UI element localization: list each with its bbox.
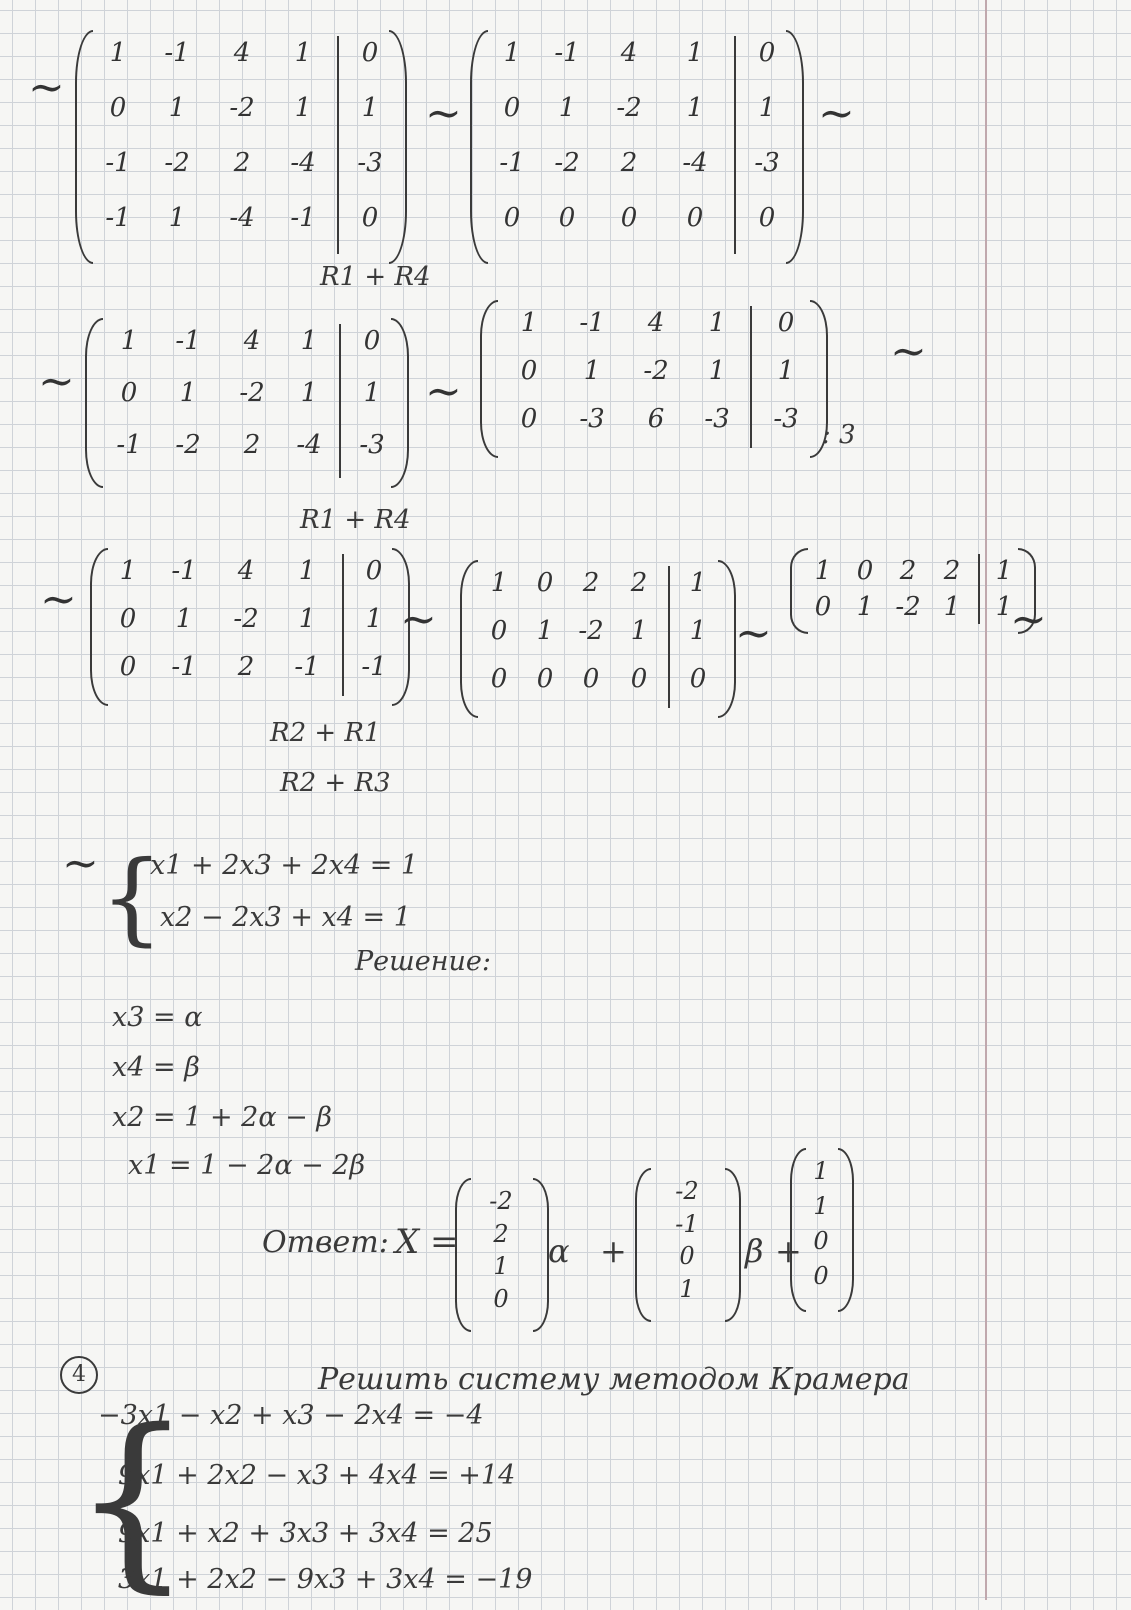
beta-symbol: β [745, 1232, 764, 1270]
matrix-cell: 0 [758, 203, 776, 233]
equivalence-sign: ~ [62, 838, 99, 889]
vector-entry: 0 [813, 1262, 829, 1290]
task-equation-4: 3x1 + 2x2 − 9x3 + 3x4 = −19 [118, 1564, 533, 1595]
matrix-cell: 1 [365, 604, 383, 634]
matrix-cell: -4 [682, 148, 708, 178]
matrix-cell: 0 [490, 616, 508, 646]
matrix-cell: 2 [899, 556, 917, 586]
equivalence-sign: ~ [425, 88, 462, 139]
equivalence-sign: ~ [425, 366, 462, 417]
solution-line-2: x4 = β [112, 1052, 200, 1083]
margin-line [985, 0, 987, 1600]
matrix-cell: -1 [294, 652, 320, 682]
answer-vector [635, 1168, 739, 1318]
system-equation-1: x1 + 2x3 + 2x4 = 1 [150, 850, 419, 881]
augmented-matrix [790, 548, 1034, 630]
matrix-cell: 2 [630, 568, 648, 598]
augmentation-bar [734, 36, 736, 254]
vector-entry: 1 [679, 1274, 695, 1303]
matrix-cell: 1 [558, 93, 576, 123]
equivalence-sign: ~ [38, 356, 75, 407]
solution-line-3: x2 = 1 + 2α − β [112, 1102, 332, 1133]
answer-vector [455, 1178, 547, 1328]
equivalence-sign: ~ [890, 326, 927, 377]
matrix-cell: -1 [164, 38, 190, 68]
vector-entry: -2 [675, 1177, 699, 1205]
augmented-matrix [460, 560, 734, 714]
divide-row-label: : 3 [822, 420, 856, 450]
matrix-cell: 4 [233, 38, 251, 68]
augmentation-bar [750, 306, 752, 448]
left-parenthesis [480, 300, 498, 458]
equivalence-sign: ~ [400, 594, 437, 645]
matrix-cell: -2 [239, 378, 265, 408]
augmentation-bar [978, 554, 980, 624]
matrix-cell: 1 [300, 326, 318, 356]
matrix-cell: -3 [754, 148, 780, 178]
right-parenthesis [725, 1168, 741, 1322]
matrix-cell: 1 [583, 356, 601, 386]
augmented-matrix [85, 318, 407, 484]
equivalence-sign: ~ [28, 62, 65, 113]
matrix-cell: 0 [490, 664, 508, 694]
matrix-cell: -1 [499, 148, 525, 178]
equivalence-sign: ~ [1010, 594, 1047, 645]
matrix-cell: 1 [119, 556, 137, 586]
matrix-cell: 1 [686, 38, 704, 68]
matrix-cell: -2 [175, 430, 201, 460]
matrix-cell: 6 [647, 404, 665, 434]
matrix-cell: 0 [120, 378, 138, 408]
matrix-cell: 0 [582, 664, 600, 694]
matrix-cell: -1 [171, 556, 197, 586]
matrix-cell: -3 [359, 430, 385, 460]
matrix-cell: 1 [856, 592, 874, 622]
augmentation-bar [668, 566, 670, 708]
system-brace: { [100, 839, 164, 956]
answer-label: Ответ: [262, 1225, 389, 1260]
matrix-cell: -1 [105, 203, 131, 233]
right-parenthesis [533, 1178, 549, 1332]
matrix-cell: 1 [943, 592, 961, 622]
matrix-cell: 1 [298, 556, 316, 586]
matrix-cell: 0 [558, 203, 576, 233]
matrix-cell: 2 [582, 568, 600, 598]
augmented-matrix [75, 30, 405, 260]
vector-entry: -2 [489, 1187, 513, 1215]
equivalence-sign: ~ [735, 608, 772, 659]
row-operation-label: R1 + R4 [320, 262, 431, 292]
matrix-cell: -1 [361, 652, 387, 682]
matrix-cell: 0 [365, 556, 383, 586]
matrix-cell: 0 [119, 652, 137, 682]
matrix-cell: 1 [758, 93, 776, 123]
matrix-cell: 2 [237, 652, 255, 682]
matrix-cell: 0 [620, 203, 638, 233]
matrix-cell: 4 [243, 326, 261, 356]
matrix-cell: 0 [686, 203, 704, 233]
matrix-cell: 1 [689, 568, 707, 598]
matrix-cell: -2 [895, 592, 921, 622]
matrix-cell: 2 [243, 430, 261, 460]
matrix-cell: 0 [520, 404, 538, 434]
row-operation-label: R2 + R3 [280, 768, 391, 798]
task-equation-2: 9x1 + 2x2 − x3 + 4x4 = +14 [118, 1460, 516, 1491]
matrix-cell: 1 [175, 604, 193, 634]
matrix-cell: 0 [758, 38, 776, 68]
augmented-matrix [480, 300, 826, 454]
matrix-cell: 1 [294, 93, 312, 123]
vector-entry: 1 [813, 1192, 829, 1220]
matrix-cell: -1 [290, 203, 316, 233]
augmentation-bar [342, 554, 344, 696]
task-equation-3: 9x1 + x2 + 3x3 + 3x4 = 25 [118, 1518, 493, 1549]
matrix-cell: -1 [116, 430, 142, 460]
matrix-cell: 0 [814, 592, 832, 622]
matrix-cell: 1 [179, 378, 197, 408]
matrix-cell: 1 [363, 378, 381, 408]
matrix-cell: 1 [109, 38, 127, 68]
system-brace: { [72, 1389, 193, 1610]
matrix-cell: 0 [363, 326, 381, 356]
matrix-cell: -2 [578, 616, 604, 646]
matrix-cell: 1 [814, 556, 832, 586]
vector-entry: 2 [493, 1219, 509, 1248]
matrix-cell: 0 [109, 93, 127, 123]
matrix-cell: 4 [647, 308, 665, 338]
matrix-cell: -2 [616, 93, 642, 123]
matrix-cell: 0 [361, 38, 379, 68]
matrix-cell: 1 [520, 308, 538, 338]
matrix-cell: 1 [777, 356, 795, 386]
equivalence-sign: ~ [818, 88, 855, 139]
matrix-cell: 0 [361, 203, 379, 233]
solution-line-4: x1 = 1 − 2α − 2β [128, 1150, 366, 1181]
matrix-cell: 0 [630, 664, 648, 694]
answer-vector [790, 1148, 852, 1308]
task-heading: Решить систему методом Крамера [318, 1362, 910, 1397]
matrix-cell: -2 [164, 148, 190, 178]
matrix-cell: 1 [708, 356, 726, 386]
matrix-cell: -3 [773, 404, 799, 434]
matrix-cell: -1 [105, 148, 131, 178]
matrix-cell: -2 [229, 93, 255, 123]
matrix-cell: 1 [361, 93, 379, 123]
matrix-cell: 0 [689, 664, 707, 694]
matrix-cell: 1 [689, 616, 707, 646]
matrix-cell: 0 [503, 203, 521, 233]
matrix-cell: 0 [856, 556, 874, 586]
matrix-cell: -4 [290, 148, 316, 178]
matrix-cell: 1 [995, 592, 1013, 622]
vector-entry: -1 [675, 1209, 699, 1238]
vector-entry: 0 [813, 1227, 829, 1255]
left-parenthesis [75, 30, 93, 264]
matrix-cell: 0 [503, 93, 521, 123]
matrix-cell: 1 [686, 93, 704, 123]
matrix-cell: 0 [119, 604, 137, 634]
matrix-cell: 2 [943, 556, 961, 586]
matrix-cell: 1 [490, 568, 508, 598]
matrix-cell: 1 [168, 203, 186, 233]
vector-entry: 0 [493, 1284, 509, 1313]
right-parenthesis [838, 1148, 854, 1312]
matrix-cell: -1 [171, 652, 197, 682]
matrix-cell: 0 [520, 356, 538, 386]
matrix-cell: -3 [357, 148, 383, 178]
matrix-cell: 0 [536, 568, 554, 598]
matrix-cell: 0 [777, 308, 795, 338]
augmentation-bar [339, 324, 341, 478]
matrix-cell: 1 [298, 604, 316, 634]
matrix-cell: 1 [503, 38, 521, 68]
vector-entry: 0 [679, 1242, 695, 1270]
matrix-cell: -3 [704, 404, 730, 434]
left-parenthesis [85, 318, 103, 488]
matrix-cell: 4 [620, 38, 638, 68]
matrix-cell: 1 [168, 93, 186, 123]
right-parenthesis [718, 560, 736, 718]
plus-sign: + [600, 1232, 627, 1270]
matrix-cell: 1 [300, 378, 318, 408]
matrix-cell: -1 [554, 38, 580, 68]
matrix-cell: 2 [233, 148, 251, 178]
matrix-cell: 1 [536, 616, 554, 646]
matrix-cell: -4 [229, 203, 255, 233]
task-number: 4 [60, 1356, 98, 1394]
plus-sign: + [775, 1232, 802, 1270]
matrix-cell: -2 [554, 148, 580, 178]
row-operation-label: R1 + R4 [300, 505, 411, 535]
matrix-cell: 2 [620, 148, 638, 178]
vector-entry: 1 [813, 1157, 829, 1185]
matrix-cell: -2 [233, 604, 259, 634]
matrix-cell: -4 [296, 430, 322, 460]
alpha-symbol: α [548, 1232, 570, 1270]
matrix-cell: 0 [536, 664, 554, 694]
matrix-cell: 1 [995, 556, 1013, 586]
matrix-cell: 1 [120, 326, 138, 356]
answer-x: X = [395, 1222, 459, 1262]
task-equation-1: −3x1 − x2 + x3 − 2x4 = −4 [98, 1400, 484, 1431]
solution-heading: Решение: [355, 946, 491, 977]
vector-entry: 1 [493, 1252, 509, 1280]
equivalence-sign: ~ [40, 574, 77, 625]
matrix-cell: 1 [294, 38, 312, 68]
augmented-matrix [90, 548, 408, 702]
system-equation-2: x2 − 2x3 + x4 = 1 [160, 902, 411, 933]
augmentation-bar [337, 36, 339, 254]
solution-line-1: x3 = α [112, 1002, 203, 1033]
matrix-cell: -3 [579, 404, 605, 434]
matrix-cell: 4 [237, 556, 255, 586]
matrix-cell: -1 [579, 308, 605, 338]
augmented-matrix [470, 30, 802, 260]
left-parenthesis [470, 30, 488, 264]
row-operation-label: R2 + R1 [270, 718, 381, 748]
matrix-cell: -2 [643, 356, 669, 386]
matrix-cell: 1 [708, 308, 726, 338]
matrix-cell: 1 [630, 616, 648, 646]
matrix-cell: -1 [175, 326, 201, 356]
